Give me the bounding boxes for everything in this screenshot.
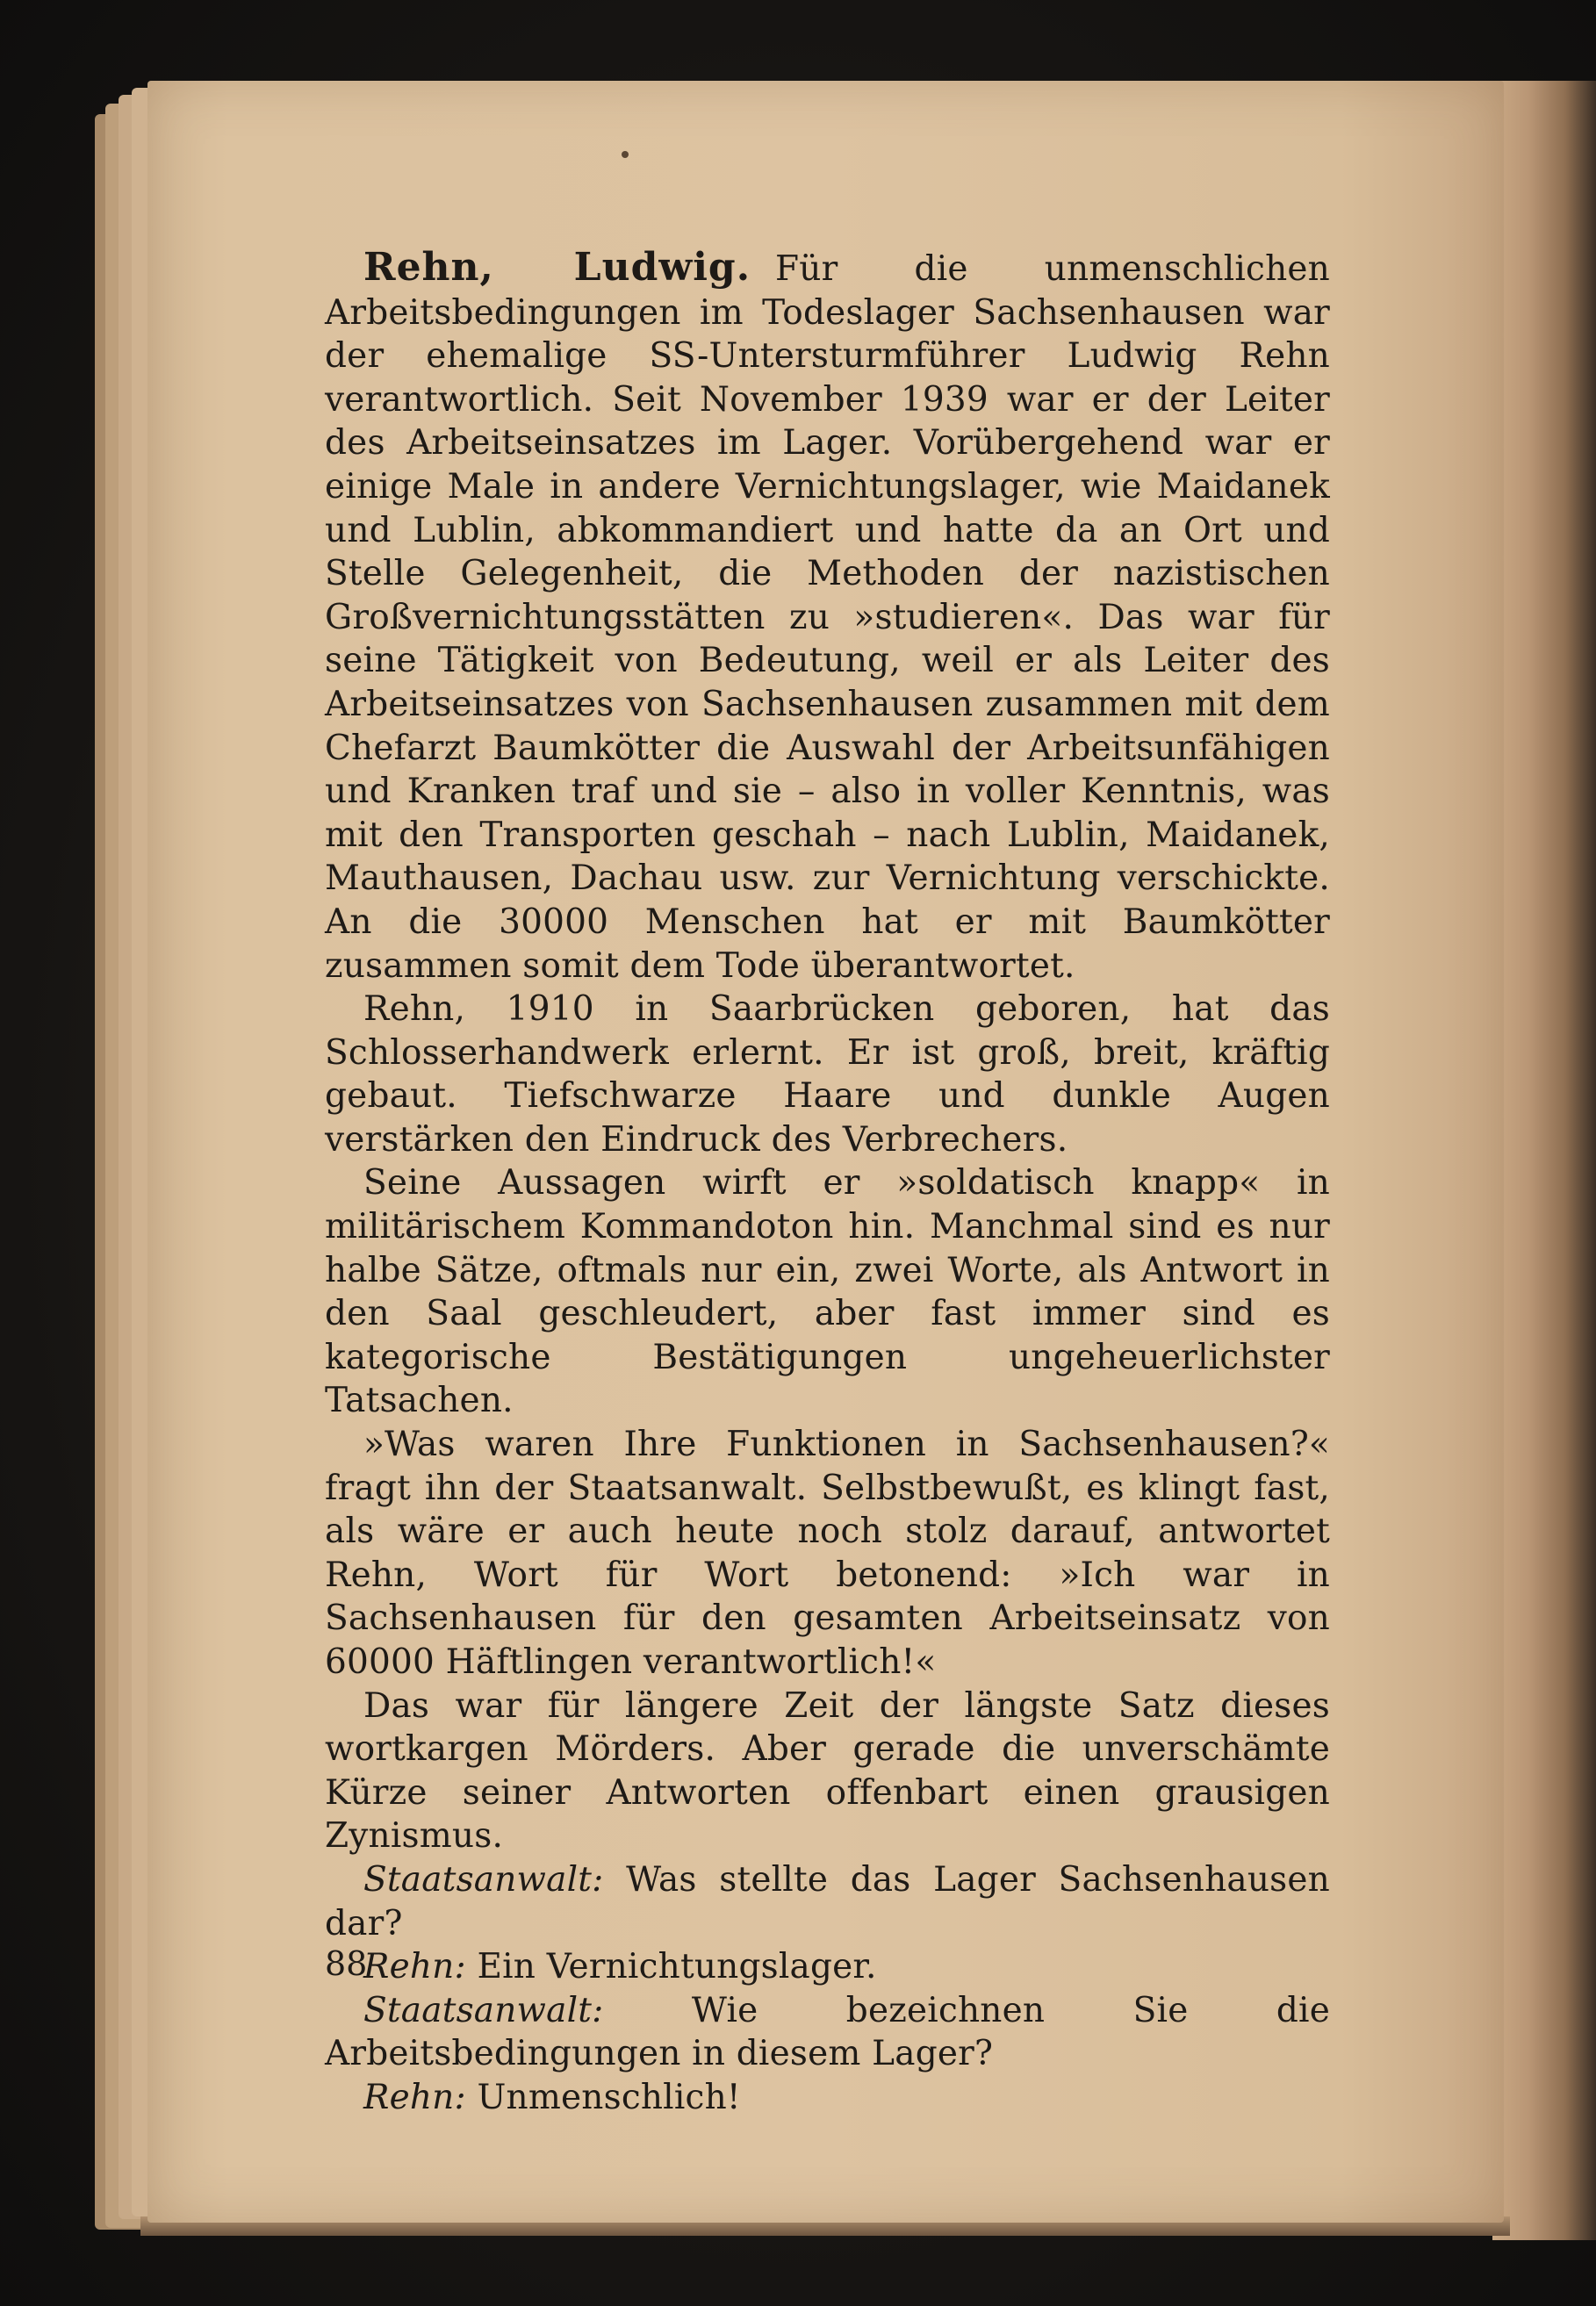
body-paragraph: »Was waren Ihre Funktionen in Sachsenhausen?« fragt ihn der Staatsanwalt. Selbstbewußt, es klingt fast, als wäre er auch heute noch stolz darauf, antwortet Rehn, Wort für Wort betonend: »Ich war in Sachsenhausen für den gesamten Arbeitseinsatz von 60000 Häftlingen verantwortlich!« (325, 1425, 1330, 1682)
dialogue-speaker: Staatsanwalt: (363, 1990, 604, 2030)
ink-speck (622, 151, 629, 158)
dialogue-line (325, 2076, 1330, 2120)
body-paragraph: Rehn, 1910 in Saarbrücken geboren, hat das Schlosserhandwerk erlernt. Er ist groß, breit, kräftig gebaut. Tiefschwarze Haare und dunkle Augen verstärken den Eindruck des Verbrechers. (325, 989, 1330, 1160)
dialogue-line (325, 1989, 1330, 2076)
dialogue-line (325, 1945, 1330, 1989)
body-paragraph: Das war für längere Zeit der längste Satz dieses wortkargen Mörders. Aber gerade die unverschämte Kürze seiner Antworten offenbart einen grausigen Zynismus. (325, 1685, 1330, 1857)
dialogue-text: Wie bezeichnen Sie die Arbeitsbedingungen in diesem Lager? (325, 1990, 1330, 2074)
book-right-edge (1492, 81, 1596, 2240)
dialogue-line (325, 1858, 1330, 1945)
entry-intro-paragraph (325, 246, 1330, 988)
entry-text (325, 246, 1330, 2120)
dialogue-speaker: Rehn: (363, 1947, 466, 1987)
page-number: 88 (325, 1944, 368, 1983)
dialogue-speaker: Staatsanwalt: (363, 1859, 604, 1900)
dialogue-text: Was stellte das Lager Sachsenhausen dar? (325, 1859, 1330, 1943)
entry-intro-text: Für die unmenschlichen Arbeitsbedingungen im Todeslager Sachsenhausen war der ehemalige SS-Untersturmführer Ludwig Rehn verantwortlich. Seit November 1939 war er der Leiter des Arbeitseinsatzes im Lager. Vorübergehend war er einige Male in andere Vernichtungslager, wie Maidanek und Lublin, abkommandiert und hatte da an Ort und Stelle Gelegenheit, die Methoden der nazistischen Großvernichtungsstätten zu »studieren«. Das war für seine Tätigkeit von Bedeutung, weil er als Leiter des Arbeitseinsatzes von Sachsenhausen zusammen mit dem Chefarzt Baumkötter die Auswahl der Arbeitsunfähigen und Kranken traf und sie – also in voller Kenntnis, was mit den Transporten geschah – nach Lublin, Maidanek, Mauthausen, Dachau usw. zur Vernichtung verschickte. An die 30000 Menschen hat er mit Baumkötter zusammen somit dem Tode überantwortet. (325, 249, 1331, 986)
dialogue-speaker: Rehn: (363, 2077, 466, 2117)
dialogue-text: Unmenschlich! (477, 2077, 741, 2117)
body-paragraph: Seine Aussagen wirft er »soldatisch knapp« in militärischem Kommandoton hin. Manchmal sind es nur halbe Sätze, oftmals nur ein, zwei Worte, als Antwort in den Saal geschleudert, aber fast immer sind es kategorische Bestätigungen ungeheuerlichster Tatsachen. (325, 1163, 1330, 1421)
dialogue-text: Ein Vernichtungslager. (477, 1947, 877, 1987)
entry-headword: Rehn, Ludwig. (363, 245, 751, 290)
